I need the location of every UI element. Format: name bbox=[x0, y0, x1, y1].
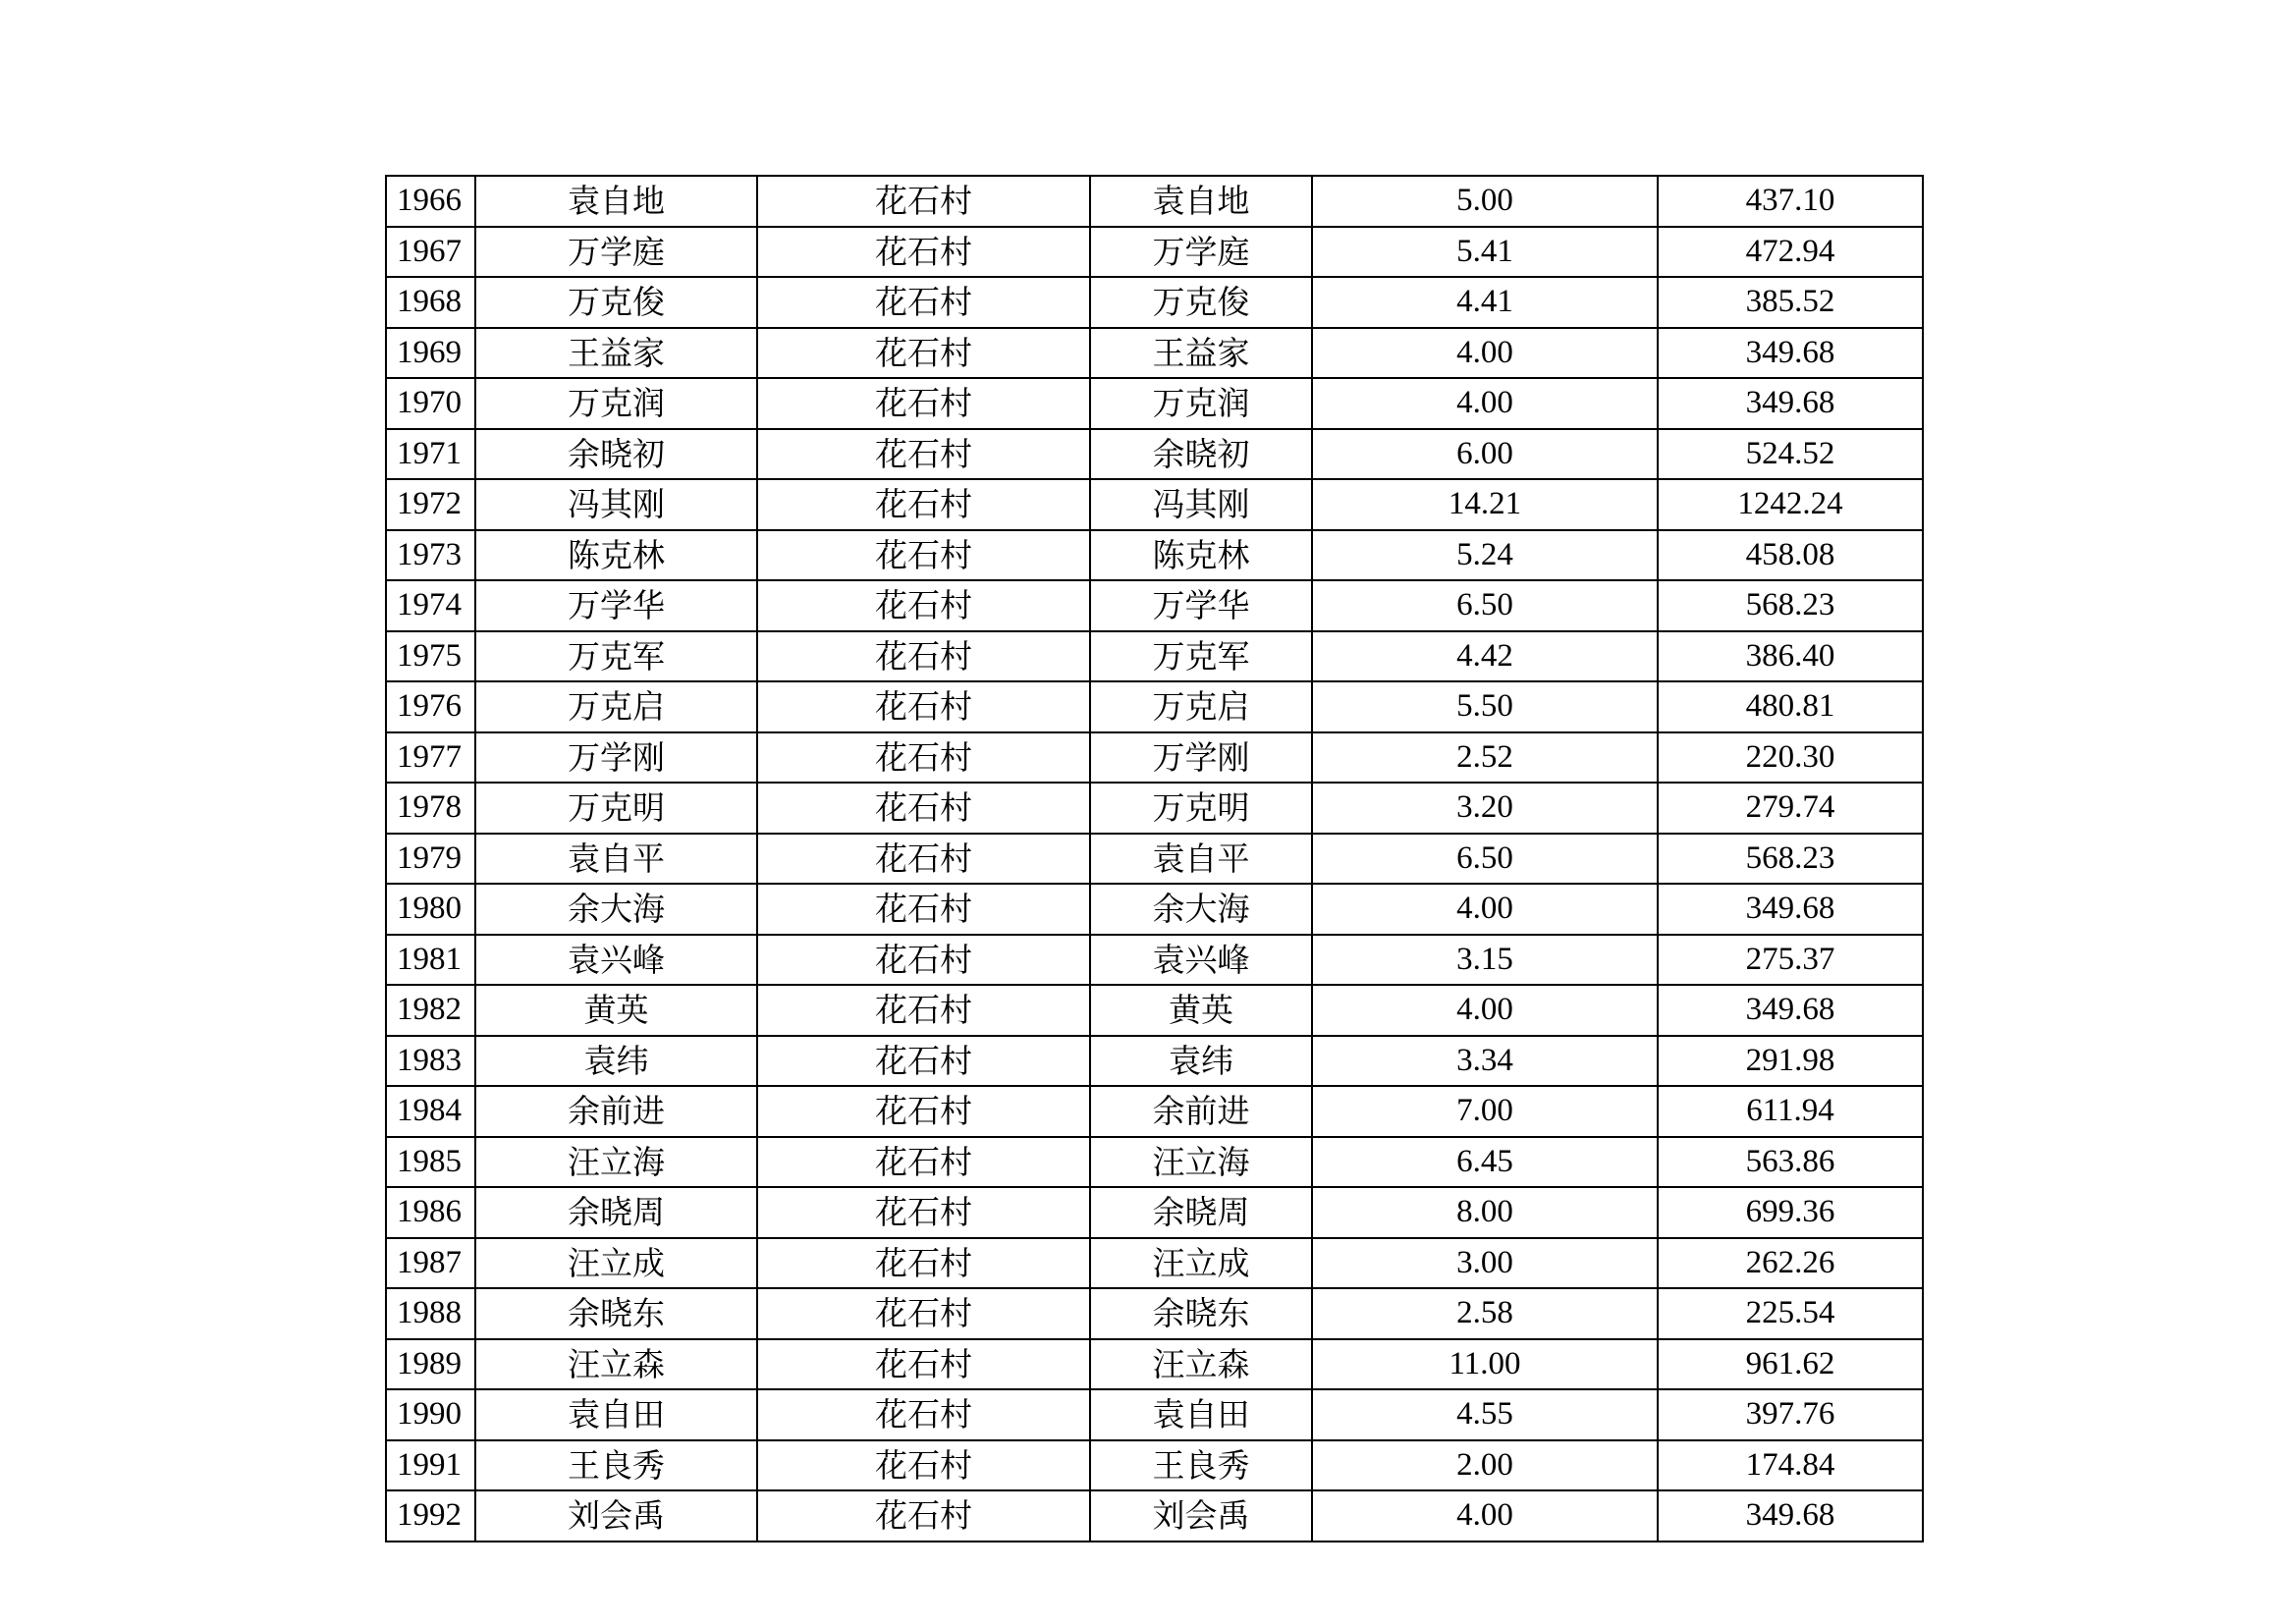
payee-name-cell: 袁兴峰 bbox=[1090, 935, 1312, 986]
area-cell: 4.55 bbox=[1312, 1389, 1658, 1440]
village-cell: 花石村 bbox=[757, 631, 1090, 682]
amount-cell: 611.94 bbox=[1658, 1086, 1923, 1137]
household-name-cell: 余晓周 bbox=[475, 1187, 757, 1238]
row-number-cell: 1971 bbox=[386, 429, 475, 480]
table-row bbox=[386, 1490, 1923, 1542]
table-body bbox=[386, 176, 1923, 1542]
row-number-cell: 1976 bbox=[386, 681, 475, 732]
payee-name-cell: 余晓初 bbox=[1090, 429, 1312, 480]
row-number-cell: 1970 bbox=[386, 378, 475, 429]
table-row bbox=[386, 681, 1923, 732]
household-name-cell: 余大海 bbox=[475, 884, 757, 935]
area-cell: 5.41 bbox=[1312, 227, 1658, 278]
payee-name-cell: 万学华 bbox=[1090, 580, 1312, 631]
amount-cell: 568.23 bbox=[1658, 834, 1923, 885]
area-cell: 6.00 bbox=[1312, 429, 1658, 480]
table-row bbox=[386, 378, 1923, 429]
table-row bbox=[386, 1238, 1923, 1289]
payee-name-cell: 袁自地 bbox=[1090, 176, 1312, 227]
village-cell: 花石村 bbox=[757, 1086, 1090, 1137]
row-number-cell: 1983 bbox=[386, 1036, 475, 1087]
amount-cell: 458.08 bbox=[1658, 530, 1923, 581]
village-cell: 花石村 bbox=[757, 783, 1090, 834]
amount-cell: 563.86 bbox=[1658, 1137, 1923, 1188]
village-cell: 花石村 bbox=[757, 1036, 1090, 1087]
village-cell: 花石村 bbox=[757, 530, 1090, 581]
amount-cell: 386.40 bbox=[1658, 631, 1923, 682]
area-cell: 4.42 bbox=[1312, 631, 1658, 682]
payee-name-cell: 万克军 bbox=[1090, 631, 1312, 682]
table-row bbox=[386, 1339, 1923, 1390]
village-cell: 花石村 bbox=[757, 429, 1090, 480]
payee-name-cell: 黄英 bbox=[1090, 985, 1312, 1036]
amount-cell: 279.74 bbox=[1658, 783, 1923, 834]
payee-name-cell: 万克俊 bbox=[1090, 277, 1312, 328]
row-number-cell: 1991 bbox=[386, 1440, 475, 1491]
area-cell: 11.00 bbox=[1312, 1339, 1658, 1390]
payee-name-cell: 万学庭 bbox=[1090, 227, 1312, 278]
household-name-cell: 刘会禹 bbox=[475, 1490, 757, 1542]
table-row bbox=[386, 834, 1923, 885]
table-row bbox=[386, 985, 1923, 1036]
village-cell: 花石村 bbox=[757, 985, 1090, 1036]
village-cell: 花石村 bbox=[757, 1238, 1090, 1289]
village-cell: 花石村 bbox=[757, 681, 1090, 732]
village-cell: 花石村 bbox=[757, 1389, 1090, 1440]
household-name-cell: 王良秀 bbox=[475, 1440, 757, 1491]
village-cell: 花石村 bbox=[757, 935, 1090, 986]
area-cell: 7.00 bbox=[1312, 1086, 1658, 1137]
row-number-cell: 1982 bbox=[386, 985, 475, 1036]
village-cell: 花石村 bbox=[757, 277, 1090, 328]
household-name-cell: 余晓东 bbox=[475, 1288, 757, 1339]
row-number-cell: 1979 bbox=[386, 834, 475, 885]
table-row bbox=[386, 227, 1923, 278]
amount-cell: 480.81 bbox=[1658, 681, 1923, 732]
household-name-cell: 冯其刚 bbox=[475, 479, 757, 530]
household-name-cell: 汪立海 bbox=[475, 1137, 757, 1188]
area-cell: 4.00 bbox=[1312, 985, 1658, 1036]
village-cell: 花石村 bbox=[757, 1187, 1090, 1238]
village-cell: 花石村 bbox=[757, 884, 1090, 935]
village-cell: 花石村 bbox=[757, 378, 1090, 429]
row-number-cell: 1967 bbox=[386, 227, 475, 278]
area-cell: 5.50 bbox=[1312, 681, 1658, 732]
area-cell: 14.21 bbox=[1312, 479, 1658, 530]
payee-name-cell: 余晓东 bbox=[1090, 1288, 1312, 1339]
table-row bbox=[386, 884, 1923, 935]
village-cell: 花石村 bbox=[757, 479, 1090, 530]
amount-cell: 1242.24 bbox=[1658, 479, 1923, 530]
row-number-cell: 1989 bbox=[386, 1339, 475, 1390]
area-cell: 4.00 bbox=[1312, 1490, 1658, 1542]
amount-cell: 174.84 bbox=[1658, 1440, 1923, 1491]
payee-name-cell: 万学刚 bbox=[1090, 732, 1312, 784]
village-cell: 花石村 bbox=[757, 1490, 1090, 1542]
household-name-cell: 陈克林 bbox=[475, 530, 757, 581]
area-cell: 3.15 bbox=[1312, 935, 1658, 986]
row-number-cell: 1969 bbox=[386, 328, 475, 379]
payee-name-cell: 袁纬 bbox=[1090, 1036, 1312, 1087]
row-number-cell: 1975 bbox=[386, 631, 475, 682]
amount-cell: 275.37 bbox=[1658, 935, 1923, 986]
village-cell: 花石村 bbox=[757, 176, 1090, 227]
amount-cell: 349.68 bbox=[1658, 985, 1923, 1036]
payee-name-cell: 余大海 bbox=[1090, 884, 1312, 935]
area-cell: 4.00 bbox=[1312, 378, 1658, 429]
area-cell: 2.52 bbox=[1312, 732, 1658, 784]
amount-cell: 437.10 bbox=[1658, 176, 1923, 227]
village-cell: 花石村 bbox=[757, 732, 1090, 784]
area-cell: 4.00 bbox=[1312, 328, 1658, 379]
table-row bbox=[386, 176, 1923, 227]
payee-name-cell: 刘会禹 bbox=[1090, 1490, 1312, 1542]
table-row bbox=[386, 429, 1923, 480]
household-name-cell: 袁纬 bbox=[475, 1036, 757, 1087]
area-cell: 3.00 bbox=[1312, 1238, 1658, 1289]
row-number-cell: 1988 bbox=[386, 1288, 475, 1339]
household-name-cell: 袁自田 bbox=[475, 1389, 757, 1440]
household-name-cell: 袁自地 bbox=[475, 176, 757, 227]
area-cell: 2.00 bbox=[1312, 1440, 1658, 1491]
amount-cell: 349.68 bbox=[1658, 884, 1923, 935]
row-number-cell: 1992 bbox=[386, 1490, 475, 1542]
row-number-cell: 1978 bbox=[386, 783, 475, 834]
area-cell: 5.00 bbox=[1312, 176, 1658, 227]
household-name-cell: 汪立森 bbox=[475, 1339, 757, 1390]
table-row bbox=[386, 328, 1923, 379]
payee-name-cell: 王良秀 bbox=[1090, 1440, 1312, 1491]
row-number-cell: 1981 bbox=[386, 935, 475, 986]
payee-name-cell: 余前进 bbox=[1090, 1086, 1312, 1137]
row-number-cell: 1966 bbox=[386, 176, 475, 227]
row-number-cell: 1986 bbox=[386, 1187, 475, 1238]
table-row bbox=[386, 1288, 1923, 1339]
area-cell: 2.58 bbox=[1312, 1288, 1658, 1339]
household-name-cell: 万克军 bbox=[475, 631, 757, 682]
household-name-cell: 万学庭 bbox=[475, 227, 757, 278]
table-row bbox=[386, 1440, 1923, 1491]
payee-name-cell: 汪立海 bbox=[1090, 1137, 1312, 1188]
table-row bbox=[386, 277, 1923, 328]
row-number-cell: 1984 bbox=[386, 1086, 475, 1137]
household-name-cell: 万克明 bbox=[475, 783, 757, 834]
village-cell: 花石村 bbox=[757, 834, 1090, 885]
payee-name-cell: 汪立森 bbox=[1090, 1339, 1312, 1390]
amount-cell: 385.52 bbox=[1658, 277, 1923, 328]
amount-cell: 961.62 bbox=[1658, 1339, 1923, 1390]
payee-name-cell: 万克明 bbox=[1090, 783, 1312, 834]
payee-name-cell: 袁自田 bbox=[1090, 1389, 1312, 1440]
household-name-cell: 王益家 bbox=[475, 328, 757, 379]
amount-cell: 568.23 bbox=[1658, 580, 1923, 631]
table-row bbox=[386, 732, 1923, 784]
household-name-cell: 余晓初 bbox=[475, 429, 757, 480]
household-name-cell: 万克润 bbox=[475, 378, 757, 429]
amount-cell: 225.54 bbox=[1658, 1288, 1923, 1339]
household-name-cell: 余前进 bbox=[475, 1086, 757, 1137]
table-row bbox=[386, 1036, 1923, 1087]
table-row bbox=[386, 1137, 1923, 1188]
table-row bbox=[386, 935, 1923, 986]
payee-name-cell: 袁自平 bbox=[1090, 834, 1312, 885]
payee-name-cell: 万克润 bbox=[1090, 378, 1312, 429]
table-row bbox=[386, 631, 1923, 682]
row-number-cell: 1968 bbox=[386, 277, 475, 328]
table-row bbox=[386, 1389, 1923, 1440]
village-cell: 花石村 bbox=[757, 328, 1090, 379]
area-cell: 5.24 bbox=[1312, 530, 1658, 581]
amount-cell: 291.98 bbox=[1658, 1036, 1923, 1087]
area-cell: 6.50 bbox=[1312, 580, 1658, 631]
subsidy-register-table bbox=[385, 175, 1924, 1542]
amount-cell: 397.76 bbox=[1658, 1389, 1923, 1440]
amount-cell: 472.94 bbox=[1658, 227, 1923, 278]
payee-name-cell: 冯其刚 bbox=[1090, 479, 1312, 530]
household-name-cell: 万学刚 bbox=[475, 732, 757, 784]
household-name-cell: 万克俊 bbox=[475, 277, 757, 328]
village-cell: 花石村 bbox=[757, 1440, 1090, 1491]
amount-cell: 699.36 bbox=[1658, 1187, 1923, 1238]
amount-cell: 220.30 bbox=[1658, 732, 1923, 784]
table-row bbox=[386, 580, 1923, 631]
table-row bbox=[386, 479, 1923, 530]
row-number-cell: 1985 bbox=[386, 1137, 475, 1188]
payee-name-cell: 余晓周 bbox=[1090, 1187, 1312, 1238]
village-cell: 花石村 bbox=[757, 227, 1090, 278]
village-cell: 花石村 bbox=[757, 1288, 1090, 1339]
amount-cell: 524.52 bbox=[1658, 429, 1923, 480]
village-cell: 花石村 bbox=[757, 580, 1090, 631]
payee-name-cell: 王益家 bbox=[1090, 328, 1312, 379]
area-cell: 6.45 bbox=[1312, 1137, 1658, 1188]
row-number-cell: 1987 bbox=[386, 1238, 475, 1289]
household-name-cell: 袁自平 bbox=[475, 834, 757, 885]
row-number-cell: 1972 bbox=[386, 479, 475, 530]
amount-cell: 262.26 bbox=[1658, 1238, 1923, 1289]
area-cell: 3.34 bbox=[1312, 1036, 1658, 1087]
row-number-cell: 1974 bbox=[386, 580, 475, 631]
area-cell: 4.41 bbox=[1312, 277, 1658, 328]
payee-name-cell: 陈克林 bbox=[1090, 530, 1312, 581]
amount-cell: 349.68 bbox=[1658, 1490, 1923, 1542]
village-cell: 花石村 bbox=[757, 1137, 1090, 1188]
household-name-cell: 黄英 bbox=[475, 985, 757, 1036]
household-name-cell: 万克启 bbox=[475, 681, 757, 732]
amount-cell: 349.68 bbox=[1658, 328, 1923, 379]
table-row bbox=[386, 1187, 1923, 1238]
area-cell: 3.20 bbox=[1312, 783, 1658, 834]
row-number-cell: 1973 bbox=[386, 530, 475, 581]
table-row bbox=[386, 1086, 1923, 1137]
household-name-cell: 袁兴峰 bbox=[475, 935, 757, 986]
area-cell: 8.00 bbox=[1312, 1187, 1658, 1238]
table-row bbox=[386, 783, 1923, 834]
row-number-cell: 1990 bbox=[386, 1389, 475, 1440]
area-cell: 4.00 bbox=[1312, 884, 1658, 935]
amount-cell: 349.68 bbox=[1658, 378, 1923, 429]
household-name-cell: 万学华 bbox=[475, 580, 757, 631]
payee-name-cell: 万克启 bbox=[1090, 681, 1312, 732]
village-cell: 花石村 bbox=[757, 1339, 1090, 1390]
table-row bbox=[386, 530, 1923, 581]
area-cell: 6.50 bbox=[1312, 834, 1658, 885]
row-number-cell: 1980 bbox=[386, 884, 475, 935]
row-number-cell: 1977 bbox=[386, 732, 475, 784]
household-name-cell: 汪立成 bbox=[475, 1238, 757, 1289]
payee-name-cell: 汪立成 bbox=[1090, 1238, 1312, 1289]
